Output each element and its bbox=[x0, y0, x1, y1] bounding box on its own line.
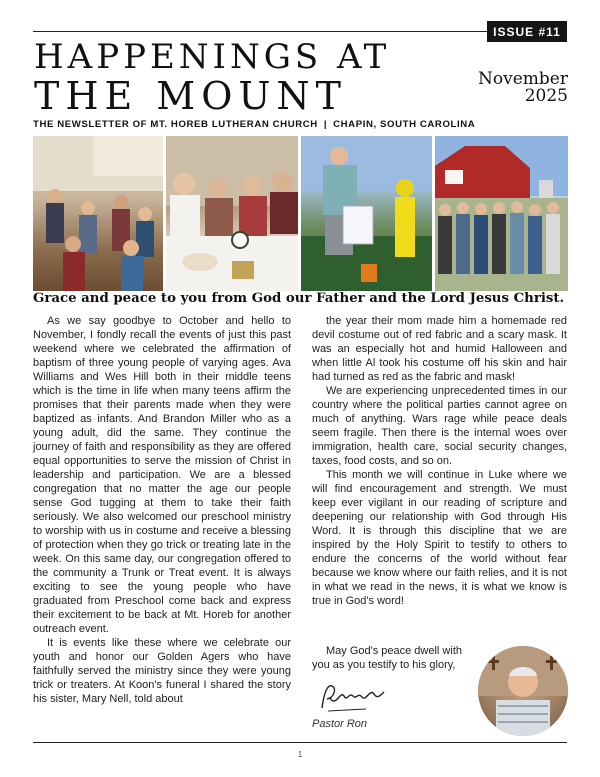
newsletter-title bbox=[34, 37, 391, 118]
article-column-right bbox=[312, 314, 567, 608]
subtitle-church: THE NEWSLETTER OF MT. HOREB LUTHERAN CHURCH bbox=[33, 119, 318, 130]
article-paragraph: This month we will continue in Luke where we will find encouragement and strength. We must keep ever vigilant in our reading of scripture and deepening our relationship with God through His Word. It is through this discipline that we are inspired by the Holy Spirit to testify to others to endure the concerns of the world without fear because we know where our faith relies, and it is not in what we read in the news, it is what we know is true in God's word! bbox=[312, 469, 567, 607]
article-paragraph: It is events like these where we celebrate our youth and honor our Golden Agers who have faithfully served the ministry since they were young trick or treaters. At Koon's funeral I shared the story his sister, Mary Nell, told about bbox=[33, 637, 291, 705]
subtitle-location: CHAPIN, SOUTH CAROLINA bbox=[333, 119, 476, 130]
issue-year: 2025 bbox=[524, 86, 568, 106]
subtitle-separator: | bbox=[323, 119, 328, 130]
golden-agers-dinner-photo bbox=[166, 136, 298, 291]
bottom-rule bbox=[33, 742, 567, 743]
title-line-2: THE MOUNT bbox=[34, 74, 347, 118]
children-costumes-photo bbox=[33, 136, 163, 291]
issue-date bbox=[478, 71, 568, 105]
article-paragraph: We are experiencing unprecedented times in our country where the political parties cannot agree on much of anything. Wars rage while peace deals seem fragile. Then there is the internal woes over immigration, health care, social security changes, taxes, food costs, and so on. bbox=[312, 385, 567, 467]
article-paragraph: the year their mom made him a homemade red devil costume out of red fabric and a scary mask. It was an especially hot and humid Halloween and when little Al took his costume off his skin and hair had turned as red as the fabric and mask! bbox=[312, 315, 567, 383]
closing-line-1: May God's peace dwell with bbox=[326, 645, 462, 657]
group-at-red-barn-photo bbox=[435, 136, 568, 291]
article-column-left bbox=[33, 314, 291, 706]
handwritten-signature bbox=[318, 678, 388, 720]
issue-badge: ISSUE #11 bbox=[487, 21, 567, 42]
closing-blessing bbox=[312, 644, 482, 672]
title-line-1: HAPPENINGS AT bbox=[34, 37, 391, 77]
greeting-headline: Grace and peace to you from God our Father and the Lord Jesus Christ. bbox=[33, 291, 565, 306]
pastor-name: Pastor Ron bbox=[312, 718, 368, 730]
newsletter-subtitle bbox=[33, 119, 475, 130]
page-number: 1 bbox=[297, 750, 303, 759]
closing-line-2: you as you testify to his glory, bbox=[312, 659, 456, 671]
pastor-portrait-photo bbox=[478, 646, 568, 736]
issue-month: November bbox=[478, 69, 568, 89]
article-paragraph: As we say goodbye to October and hello to November, I fondly recall the events of just this past weekend where we celebrated the affirmation of baptism of three young people of varying ages. Ava Williams and Wes Hill both in their middle teens which is the time in life when many teens affirm the promises that their parents made when they were baptized as infants. And Brandon Miller who as a young adult, did the same. They continue the journey of faith and responsibility as they are offered equal opportunities to serve the mission of Christ in leadership and participation. We are a blessed congregation that no matter the age our people sense God tugging at them to take their faith seriously. We also welcomed our preschool ministry to worship with us in costume and receive a blessing of protection when they go trick or treating late in the week. On this same day, our congregation offered to the community a Trunk or Treat event. It is always exciting to see the young people who have graduated from Preschool come back and express their excitement to be back at Mt. Horeb for another outreach event. bbox=[33, 315, 291, 635]
trunk-or-treat-costume-photo bbox=[301, 136, 432, 291]
